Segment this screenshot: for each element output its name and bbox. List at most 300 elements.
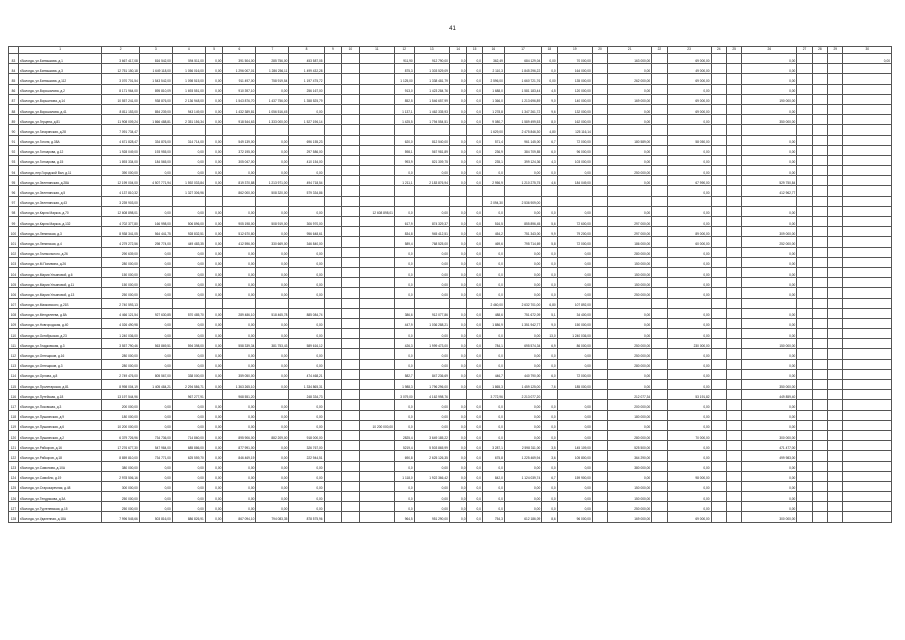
value-cell [652,451,667,461]
value-cell [139,196,172,206]
value-cell: 842,0 [482,471,504,481]
value-cell [652,227,667,237]
value-cell [828,278,843,288]
value-cell [726,145,741,155]
value-cell [342,410,360,420]
value-cell [324,329,342,339]
value-cell [711,369,726,379]
value-cell [205,298,223,308]
value-cell [592,278,607,288]
value-cell: 0,0 [467,400,482,410]
value-cell: 0,0 [449,481,467,491]
value-cell: 440 790,00 [504,369,541,379]
value-cell [726,451,741,461]
value-cell [359,430,394,440]
value-cell [726,155,741,165]
value-cell: 471 477,00 [742,441,797,451]
value-cell: 200 000,00 [102,400,139,410]
value-cell [812,430,827,440]
value-cell [359,359,394,369]
value-cell: 734 736,00 [139,430,172,440]
value-cell: 4 279 272,56 [102,237,139,247]
value-cell [797,430,812,440]
address-cell: г.Вологда, ул.Рабкоров, д.16 [18,441,102,451]
value-cell: 0,00 [414,329,449,339]
value-cell: 0,00 [256,349,289,359]
value-cell [592,410,607,420]
value-cell: 300 000,00 [742,430,797,440]
row-number: 126 [9,492,19,502]
table-row [9,451,892,461]
value-cell [843,217,892,227]
value-cell: 1 056 516,45 [256,104,289,114]
value-cell: 855 896,45 [504,217,541,227]
value-cell: 0,00 [205,369,223,379]
value-cell [797,390,812,400]
value-cell: 305 047,00 [223,155,256,165]
value-cell [652,196,667,206]
value-cell: 0,00 [205,206,223,216]
value-cell: 993,9 [394,155,414,165]
value-cell [289,125,324,135]
value-cell: 0,0 [482,329,504,339]
value-cell [324,512,342,522]
value-cell: 0,0 [449,104,467,114]
value-cell: 4,6 [542,176,557,186]
address-cell: г.Вологда, ул.Ленинская, д.4 [18,237,102,247]
value-cell: 150 000,00 [608,278,652,288]
value-cell [726,227,741,237]
value-cell: 469,6 [482,237,504,247]
value-cell [359,410,394,420]
value-cell [592,115,607,125]
value-cell [812,176,827,186]
value-cell: 0,00 [608,104,652,114]
value-cell [726,54,741,64]
value-cell: 350 000,00 [742,380,797,390]
value-cell: 0,00 [742,54,797,64]
value-cell: 0,00 [742,318,797,328]
value-cell: 3 070 701,54 [102,74,139,84]
value-cell [342,441,360,451]
value-cell: 0,00 [414,420,449,430]
value-cell [394,125,414,135]
value-cell [843,329,892,339]
value-cell [342,64,360,74]
value-cell: 169 000,00 [608,94,652,104]
value-cell: 1 589 499,53 [504,115,541,125]
value-cell [797,481,812,491]
value-cell [711,206,726,216]
row-number: 112 [9,349,19,359]
value-cell: 0,0 [542,267,557,277]
value-cell [359,186,394,196]
value-cell [359,227,394,237]
value-cell: 0,0 [542,420,557,430]
value-cell: 0,0 [449,74,467,84]
table-row [9,400,892,410]
value-cell: 6,80 [542,298,557,308]
value-cell [467,298,482,308]
value-cell: 2 475 846,30 [504,125,541,135]
value-cell: 0,00 [256,267,289,277]
value-cell: 0,0 [482,278,504,288]
value-cell: 350 000,00 [742,115,797,125]
value-cell [797,237,812,247]
value-cell [828,410,843,420]
value-cell: 0,00 [504,247,541,257]
value-cell: 236,9 [482,145,504,155]
value-cell: 0,00 [205,471,223,481]
value-cell [711,461,726,471]
value-cell: 447,9 [394,318,414,328]
value-cell [797,329,812,339]
value-cell: 0,00 [557,359,592,369]
value-cell: 0,00 [504,206,541,216]
table-row [9,369,892,379]
value-cell [342,359,360,369]
value-cell [726,104,741,114]
value-cell [726,492,741,502]
value-cell: 0,00 [542,74,557,84]
value-cell: 1 366,0 [482,94,504,104]
value-cell [592,84,607,94]
value-cell: 0,00 [205,176,223,186]
value-cell: 0,00 [289,481,324,491]
value-cell [542,186,557,196]
value-cell: 1 581 183,44 [504,84,541,94]
row-number: 86 [9,84,19,94]
value-cell [592,441,607,451]
value-cell [843,481,892,491]
value-cell: 1 886,9 [482,318,504,328]
value-cell: 0,00 [667,217,711,227]
value-cell: 0,00 [256,420,289,430]
value-cell: 0,0 [449,369,467,379]
value-cell [797,94,812,104]
value-cell: 0,0 [482,247,504,257]
address-cell: г.Вологда, ул.Гончарова, д.15 [18,155,102,165]
value-cell [812,349,827,359]
value-cell [592,94,607,104]
value-cell: 0,0 [449,166,467,176]
value-cell: 0,00 [172,492,205,502]
value-cell [449,298,467,308]
value-cell: 0,0 [467,155,482,165]
value-cell [652,430,667,440]
value-cell: 0,00 [172,420,205,430]
value-cell: 0,00 [608,155,652,165]
value-cell [592,308,607,318]
value-cell: 0,00 [223,471,256,481]
value-cell [592,471,607,481]
value-cell: 0,00 [667,492,711,502]
value-cell: 69 000,00 [667,54,711,64]
value-cell: 768 525,00 [414,237,449,247]
value-cell [342,298,360,308]
value-cell: 1 437 756,00 [256,94,289,104]
value-cell [342,318,360,328]
value-cell [557,186,592,196]
value-cell [608,196,652,206]
value-cell: 454,2 [482,227,504,237]
value-cell: 235,1 [482,155,504,165]
value-cell: 0,0 [482,349,504,359]
value-cell [711,155,726,165]
value-cell: 11 908 009,24 [102,115,139,125]
value-cell [359,400,394,410]
value-cell [726,380,741,390]
value-cell: 0,00 [205,380,223,390]
value-cell: 734 771,00 [139,451,172,461]
value-cell: 0,00 [139,166,172,176]
value-cell [843,278,892,288]
row-number: 123 [9,461,19,471]
value-cell: 1 240 036,00 [557,329,592,339]
row-number: 98 [9,206,19,216]
value-cell: 0,0 [394,247,414,257]
value-cell: 0,00 [289,420,324,430]
value-cell: 12 608 898,01 [102,206,139,216]
value-cell [797,369,812,379]
value-cell [652,94,667,104]
value-cell: 1 056 016,00 [172,64,205,74]
value-cell: 594 398,00 [172,339,205,349]
value-cell: 0,00 [608,206,652,216]
value-cell: 250 000,00 [102,502,139,512]
value-cell [726,74,741,84]
value-cell: 0,00 [223,166,256,176]
row-number: 128 [9,512,19,522]
value-cell: 0,0 [467,502,482,512]
value-cell [843,369,892,379]
value-cell: 0,00 [256,247,289,257]
value-cell: 180 000,00 [608,410,652,420]
value-cell: 0,00 [667,186,711,196]
value-cell: 0,00 [608,420,652,430]
value-cell: 0,00 [223,400,256,410]
value-cell [359,318,394,328]
value-cell [652,64,667,74]
value-cell [812,196,827,206]
value-cell [592,237,607,247]
table-row [9,481,892,491]
value-cell [812,461,827,471]
value-cell: 0,00 [667,145,711,155]
column-number: 6 [223,47,256,54]
value-cell: 0,00 [223,359,256,369]
value-cell: 184 565,00 [139,155,172,165]
value-cell [828,135,843,145]
value-cell: 0,00 [139,359,172,369]
value-cell: 690,8 [394,451,414,461]
value-cell: 0,00 [256,441,289,451]
value-cell [342,166,360,176]
value-cell: 0,0 [394,410,414,420]
value-cell: 7 091 734,47 [102,125,139,135]
value-cell [828,125,843,135]
value-cell [812,339,827,349]
value-cell: 675,8 [482,451,504,461]
value-cell: 1 036 288,21 [414,318,449,328]
value-cell: 0,00 [223,267,256,277]
value-cell [652,390,667,400]
address-cell: г.Вологда, ул.Ворошилова, д.41 [18,104,102,114]
address-cell: г.Вологда, пер.Городской Вал, д.11 [18,166,102,176]
value-cell: 4 671 828,47 [102,135,139,145]
value-cell: 193 955,00 [139,145,172,155]
value-cell: 1 688,0 [482,84,504,94]
value-cell: 0,0 [394,278,414,288]
table-row [9,288,892,298]
value-cell [324,227,342,237]
value-cell: 135 000,00 [557,74,592,84]
value-cell [711,115,726,125]
value-cell: 0,00 [504,257,541,267]
value-cell [828,329,843,339]
value-cell: 2 460,00 [482,298,504,308]
address-cell: г.Вологда, ул.Марии Ульяновой, д.6 [18,267,102,277]
value-cell: 96 000,00 [557,512,592,522]
value-cell: 0,00 [172,481,205,491]
value-cell: 0,00 [172,318,205,328]
value-cell: 0,00 [742,492,797,502]
value-cell: 0,0 [394,492,414,502]
value-cell [592,430,607,440]
value-cell [726,267,741,277]
value-cell: 6,0 [542,369,557,379]
value-cell: 280 000,00 [102,257,139,267]
value-cell: 0,00 [557,257,592,267]
value-cell [828,176,843,186]
value-cell [843,64,892,74]
value-cell [324,94,342,104]
column-number: 5 [205,47,223,54]
row-number: 88 [9,104,19,114]
value-cell [828,267,843,277]
value-cell [449,196,467,206]
value-cell [843,400,892,410]
value-cell [652,349,667,359]
value-cell [828,104,843,114]
value-cell: 0,0 [449,329,467,339]
column-number: 29 [828,47,843,54]
value-cell: 0,00 [504,267,541,277]
value-cell: 3,6 [542,451,557,461]
value-cell: 184 049,00 [557,176,592,186]
value-cell [843,451,892,461]
table-row [9,94,892,104]
value-cell [652,237,667,247]
value-cell [726,390,741,400]
value-cell [342,54,360,64]
table-row [9,54,892,64]
value-cell: 0,00 [256,481,289,491]
value-cell: 256 167,00 [289,84,324,94]
value-cell [797,54,812,64]
value-cell [828,206,843,216]
value-cell: 0,00 [289,247,324,257]
value-cell: 0,00 [608,380,652,390]
value-cell [726,329,741,339]
column-number: 17 [504,47,541,54]
value-cell [359,196,394,206]
value-cell [592,74,607,84]
value-cell: 103 000,00 [557,155,592,165]
value-cell [843,115,892,125]
value-cell [449,125,467,135]
address-cell: г.Вологда, ул.Воршилова, д.14 [18,94,102,104]
value-cell [726,339,741,349]
value-cell [467,196,482,206]
value-cell [828,318,843,328]
value-cell: 571,4 [482,135,504,145]
value-cell: 0,0 [449,94,467,104]
value-cell: 0,00 [172,145,205,155]
value-cell: 0,00 [256,359,289,369]
value-cell: 617,9 [394,217,414,227]
value-cell: 0,00 [223,492,256,502]
value-cell: 1 303 529,09 [414,64,449,74]
value-cell [726,502,741,512]
table-body [9,54,892,523]
value-cell [592,339,607,349]
value-cell [324,441,342,451]
value-cell [359,94,394,104]
value-cell: 0,00 [289,166,324,176]
value-cell [843,186,892,196]
value-cell: 0,00 [205,492,223,502]
value-cell [652,217,667,227]
value-cell [592,186,607,196]
value-cell: 7 996 545,66 [102,512,139,522]
value-cell: 9,0 [542,94,557,104]
row-number: 127 [9,502,19,512]
value-cell [652,257,667,267]
value-cell [828,390,843,400]
value-cell: 1 118,0 [394,471,414,481]
value-cell [324,196,342,206]
value-cell [711,135,726,145]
row-number: 87 [9,94,19,104]
value-cell: 0,00 [289,349,324,359]
value-cell: 6 379 726,96 [102,430,139,440]
value-cell: 1 796 296,00 [414,380,449,390]
value-cell [324,430,342,440]
column-number: 13 [414,47,449,54]
value-cell: 956 648,61 [289,227,324,237]
value-cell [652,74,667,84]
value-cell: 0,00 [289,206,324,216]
address-cell: г.Вологда, ул.Удаленная, д.18А [18,512,102,522]
value-cell: 107 892,00 [557,298,592,308]
value-cell: 0,00 [289,278,324,288]
value-cell: 0,0 [394,349,414,359]
value-cell [797,400,812,410]
value-cell [592,155,607,165]
value-cell: 300 000,00 [102,481,139,491]
value-cell: 0,00 [223,420,256,430]
value-cell: 1 358 525,79 [289,94,324,104]
value-cell: 0,00 [256,318,289,328]
value-cell: 558 339,34 [223,339,256,349]
value-cell: 0,00 [742,267,797,277]
value-cell [592,104,607,114]
value-cell [711,227,726,237]
value-cell: 794 083,35 [256,512,289,522]
value-cell [797,451,812,461]
value-cell: 684 129,04 [504,54,541,64]
